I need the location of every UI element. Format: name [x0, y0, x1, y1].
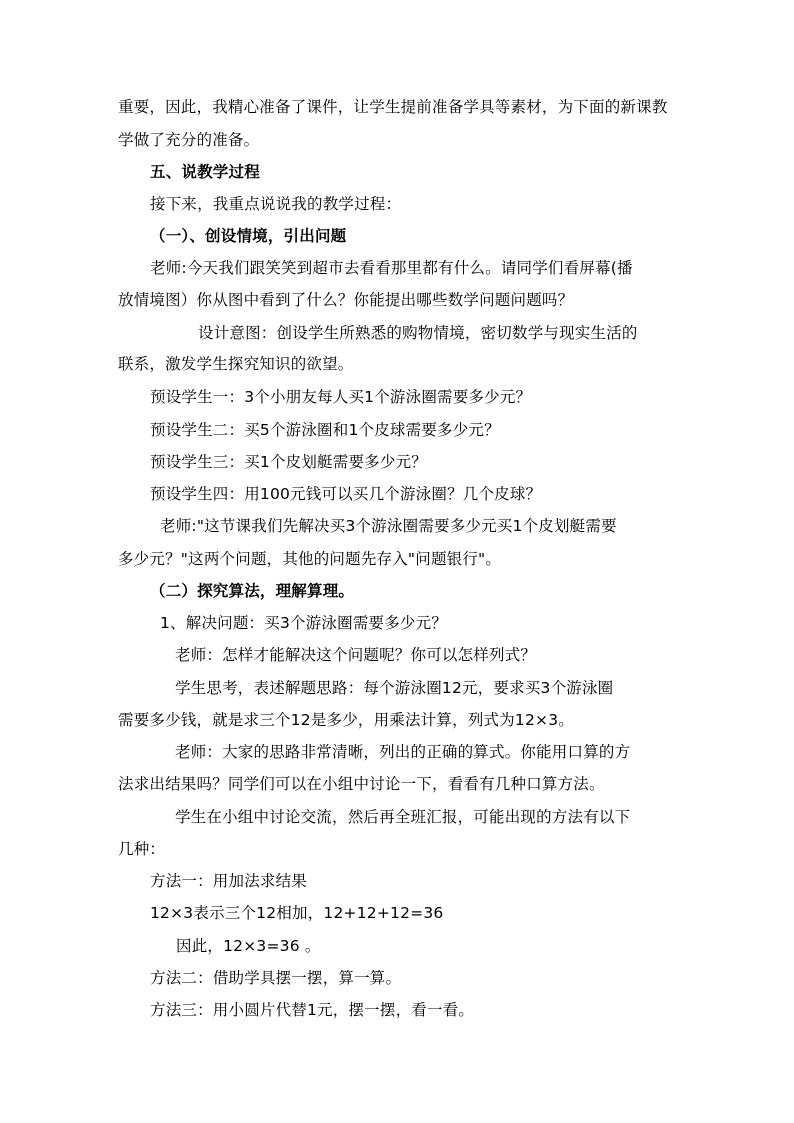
text-line: 老师：怎样才能解决这个问题呢？你可以怎样列式？: [175, 646, 537, 664]
text-line: 接下来，我重点说说我的教学过程：: [150, 195, 402, 213]
text-line: 几种：: [118, 840, 166, 858]
text-line: 重要，因此，我精心准备了课件，让学生提前准备学具等素材，为下面的新课教: [118, 98, 668, 116]
text-line: 老师：大家的思路非常清晰，列出的正确的算式。你能用口算的方: [175, 743, 631, 761]
text-line: 设计意图：创设学生所熟悉的购物情境，密切数学与现实生活的: [198, 324, 638, 342]
subsection-heading: （一）、创设情境，引出问题: [150, 227, 347, 245]
text-line: 方法一：用加法求结果: [150, 872, 308, 890]
text-line: 学生思考，表述解题思路：每个游泳圈12元，要求买3个游泳圈: [175, 679, 614, 697]
text-line: 12×3表示三个12相加，12+12+12=36: [150, 904, 444, 922]
text-line: 预设学生四：用100元钱可以买几个游泳圈？几个皮球？: [150, 485, 542, 503]
section-heading: 五、说教学过程: [150, 163, 260, 181]
subsection-heading: （二）探究算法，理解算理。: [150, 582, 355, 600]
text-line: 预设学生三：买1个皮划艇需要多少元？: [150, 453, 427, 471]
text-line: 需要多少钱，就是求三个12是多少，用乘法计算，列式为12×3。: [118, 711, 574, 729]
text-line: 学做了充分的准备。: [118, 131, 260, 149]
text-line: 法求出结果吗？同学们可以在小组中讨论一下，看看有几种口算方法。: [118, 775, 605, 793]
text-line: 多少元？"这两个问题，其他的问题先存入"问题银行"。: [118, 550, 502, 568]
text-line: 预设学生二：买5个游泳圈和1个皮球需要多少元？: [150, 421, 500, 439]
text-line: 联系，激发学生探究知识的欲望。: [118, 355, 354, 373]
text-line: 老师:今天我们跟笑笑到超市去看看那里都有什么。请同学们看屏幕(播: [150, 259, 633, 277]
text-line: 方法二：借助学具摆一摆，算一算。: [150, 969, 402, 987]
text-line: 因此，12×3=36 。: [176, 937, 321, 955]
text-line: 1、解决问题：买3个游泳圈需要多少元？: [160, 614, 448, 632]
text-line: 放情境图）你从图中看到了什么？你能提出哪些数学问题问题吗？: [118, 291, 574, 309]
text-line: 预设学生一：3个小朋友每人买1个游泳圈需要多少元？: [150, 388, 532, 406]
text-line: 学生在小组中讨论交流，然后再全班汇报，可能出现的方法有以下: [175, 808, 631, 826]
text-line: 方法三：用小圆片代替1元，摆一摆，看一看。: [150, 1001, 475, 1019]
text-line: 老师:"这节课我们先解决买3个游泳圈需要多少元买1个皮划艇需要: [160, 517, 617, 535]
